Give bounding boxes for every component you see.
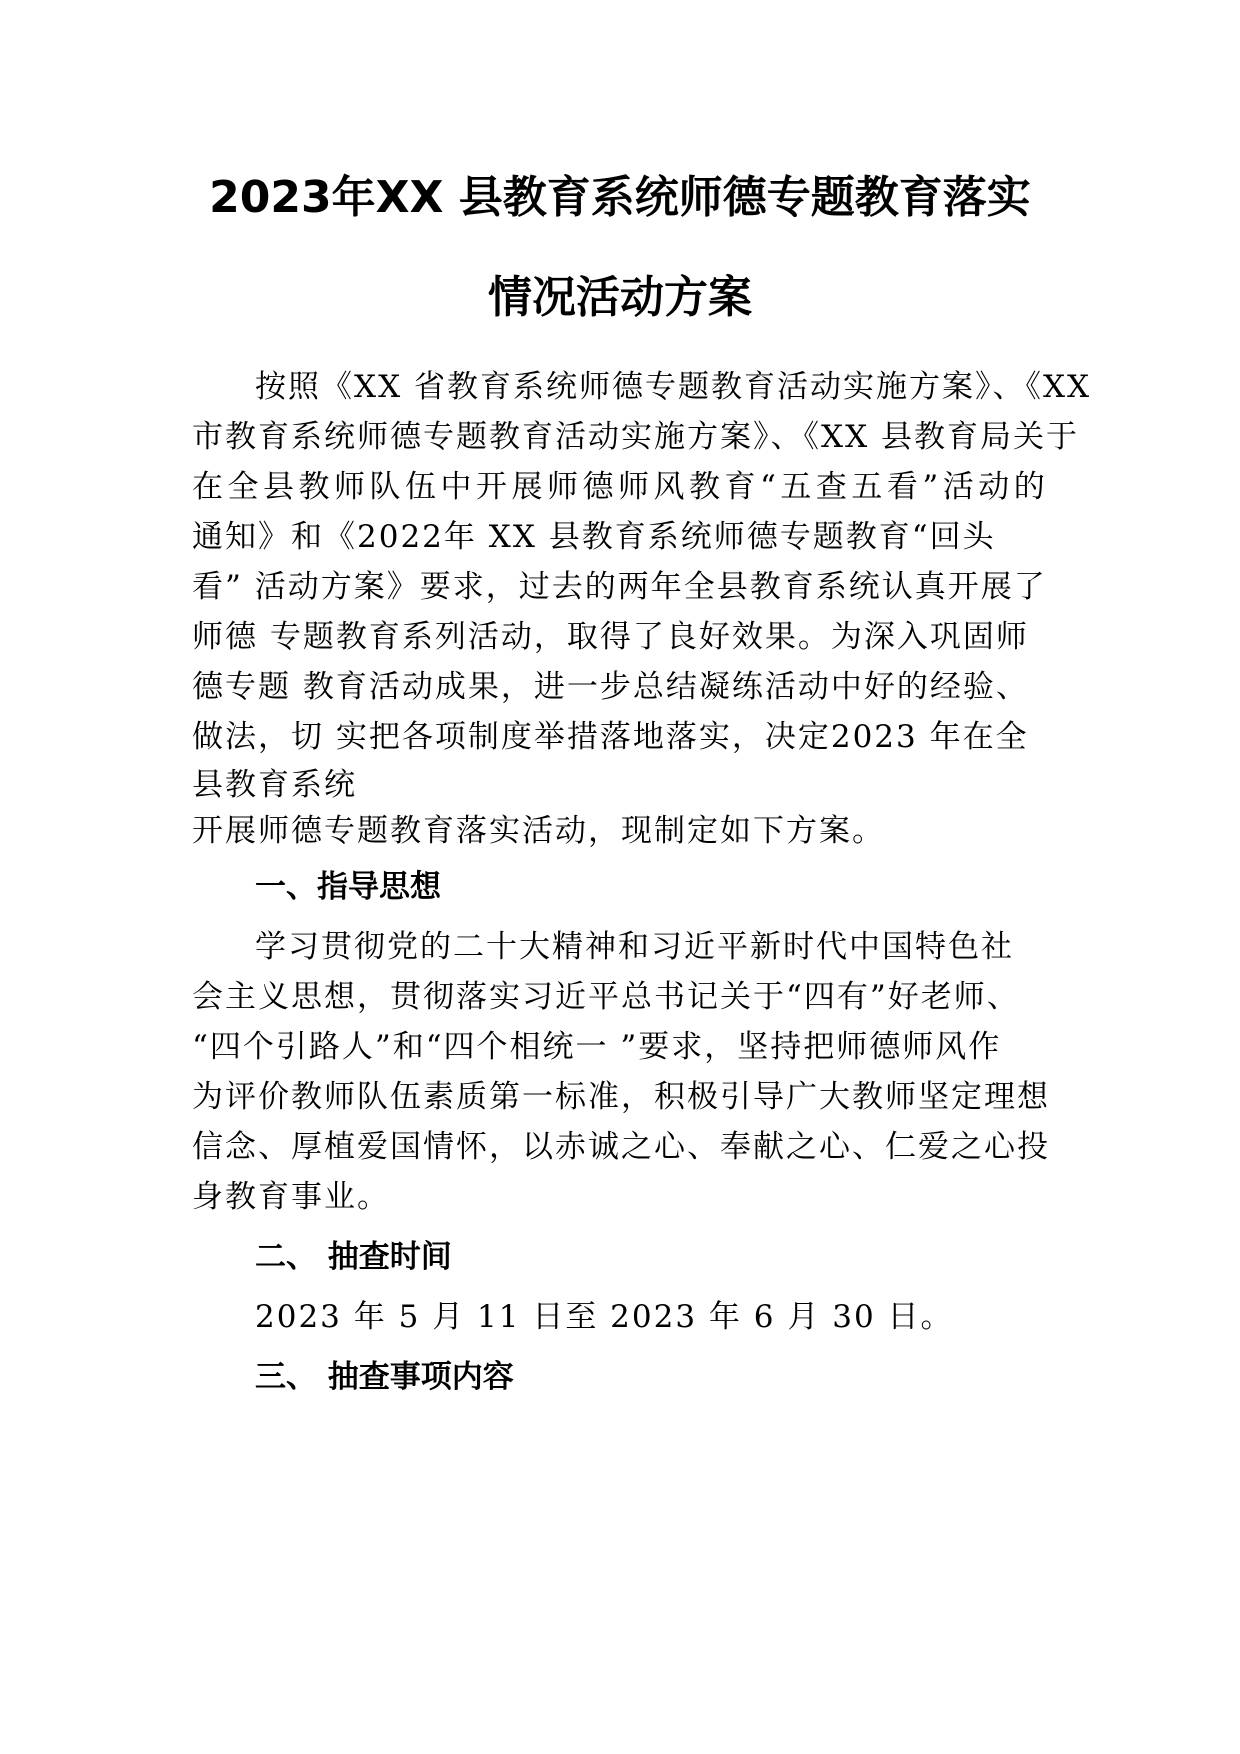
intro-line-2: 市教育系统师德专题教育活动实施方案》、《XX 县教育局关于 (192, 419, 1079, 455)
section-2-text: 2023 年 5 月 11 日至 2023 年 6 月 30 日。 (255, 1299, 954, 1335)
document-title-line-2: 情况活动方案 (488, 272, 752, 323)
section-1-line-4: 为评价教师队伍素质第一标准，积极引导广大教师坚定理想 (192, 1079, 1050, 1115)
document-title-line-1: 2023年XX 县教育系统师德专题教育落实 (209, 172, 1031, 223)
section-1-line-6: 身教育事业。 (192, 1179, 390, 1215)
intro-line-9: 县教育系统 (192, 767, 357, 803)
section-1-heading: 一、指导思想 (255, 869, 441, 905)
intro-line-10: 开展师德专题教育落实活动，现制定如下方案。 (192, 813, 885, 849)
section-1-line-5: 信念、厚植爱国情怀，以赤诚之心、奉献之心、仁爱之心投 (192, 1129, 1050, 1165)
intro-line-3: 在全县教师队伍中开展师德师风教育“五查五看”活动的 (192, 469, 1050, 505)
intro-line-5: 看” 活动方案》要求，过去的两年全县教育系统认真开展了 (192, 569, 1047, 605)
section-3-heading: 三、 抽查事项内容 (255, 1359, 514, 1395)
section-1-line-3: “四个引路人”和“四个相统一 ”要求，坚持把师德师风作 (192, 1029, 1002, 1065)
intro-line-1: 按照《XX 省教育系统师德专题教育活动实施方案》、《XX (255, 369, 1092, 405)
intro-line-4: 通知》和《2022年 XX 县教育系统师德专题教育“回头 (192, 519, 996, 555)
intro-line-8: 做法，切 实把各项制度举措落地落实，决定2023 年在全 (192, 719, 1029, 755)
section-1-line-2: 会主义思想，贯彻落实习近平总书记关于“四有”好老师、 (192, 979, 1020, 1015)
section-2-heading: 二、 抽查时间 (255, 1239, 452, 1275)
section-1-line-1: 学习贯彻党的二十大精神和习近平新时代中国特色社 (255, 929, 1014, 965)
intro-line-7: 德专题 教育活动成果，进一步总结凝练活动中好的经验、 (192, 669, 1029, 705)
intro-line-6: 师德 专题教育系列活动，取得了良好效果。为深入巩固师 (192, 619, 1029, 655)
